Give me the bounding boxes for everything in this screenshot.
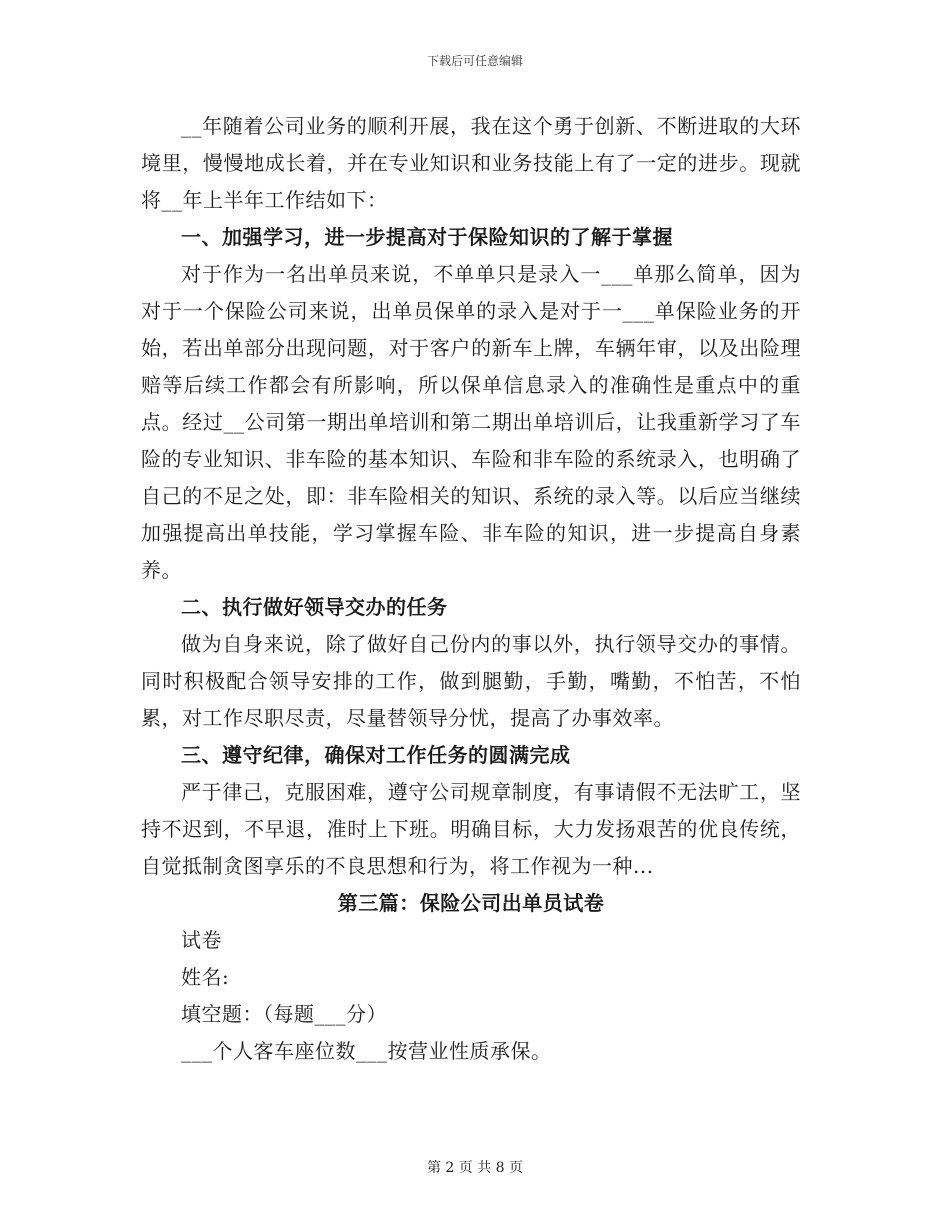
intro-paragraph: __年随着公司业务的顺利开展，我在这个勇于创新、不断进取的大环境里，慢慢地成长着，并在专业知识和业务技能上有了一定的进步。现就将__年上半年工作结如下： xyxy=(141,114,801,212)
section-1-heading: 一、加强学习，进一步提高对于保险知识的了解于掌握 xyxy=(181,225,673,249)
section-2-paragraph: 做为自身来说，除了做好自己份内的事以外，执行领导交办的事情。同时积极配合领导安排的工作，做到腿勤，手勤，嘴勤，不怕苦，不怕累，对工作尽职尽责，尽量替领导分忧，提高了办事效率。 xyxy=(141,632,801,730)
page-header: 下载后可任意编辑 xyxy=(426,54,523,68)
part-3-title: 第三篇：保险公司出单员试卷 xyxy=(337,891,605,915)
question-1: ___个人客车座位数___按营业性质承保。 xyxy=(181,1039,552,1063)
fill-blank-label: 填空题：（每题___分） xyxy=(181,1002,387,1026)
document-body xyxy=(141,108,801,1070)
exam-label: 试卷 xyxy=(181,928,222,952)
section-3-paragraph: 严于律己，克服困难，遵守公司规章制度，有事请假不无法旷工，坚持不迟到，不早退，准时上下班。明确目标，大力发扬艰苦的优良传统，自觉抵制贪图享乐的不良思想和行为，将工作视为一种... xyxy=(141,780,801,878)
section-1-paragraph: 对于作为一名出单员来说，不单单只是录入一___单那么简单，因为对于一个保险公司来说，出单员保单的录入是对于一___单保险业务的开始，若出单部分出现问题，对于客户的新车上牌，车辆年审，以及出险理赔等后续工作都会有所影响，所以保单信息录入的准确性是重点中的重点。经过__公司第一期出单培训和第二期出单培训后，让我重新学习了车险的专业知识、非车险的基本知识、车险和非车险的系统录入，也明确了自己的不足之处，即：非车险相关的知识、系统的录入等。以后应当继续加强提高出单技能，学习掌握车险、非车险的知识，进一步提高自身素养。 xyxy=(141,262,801,582)
name-label: 姓名: xyxy=(181,965,230,989)
section-3-heading: 三、遵守纪律，确保对工作任务的圆满完成 xyxy=(181,743,571,767)
page-footer: 第 2 页 共 8 页 xyxy=(426,1160,524,1176)
section-2-heading: 二、执行做好领导交办的任务 xyxy=(181,595,448,619)
